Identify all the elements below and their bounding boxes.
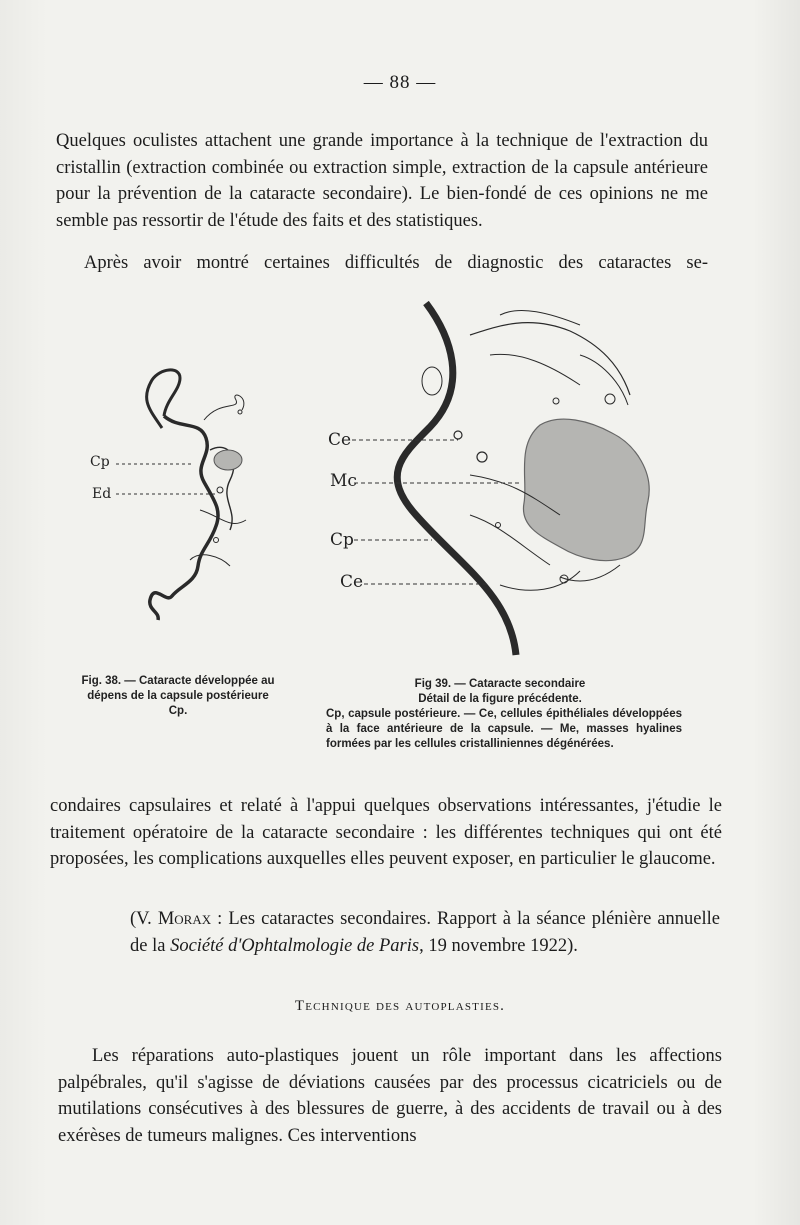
figure-39-caption-title: Fig 39. — Cataracte secondaire Détail de la figure précédente. <box>414 678 586 705</box>
reference-date: , 19 novembre 1922). <box>419 935 578 956</box>
fig39-irregular-mass <box>523 419 649 561</box>
paragraph-autoplasties: Les réparations auto-plastiques jouent un rôle important dans les affections palpébrales, qu'il s'agisse de déviations causées par des processus cicatriciels ou de mutilations consécutives à des blessures de guerre, à des accidents de travail ou à des exérèses de tumeurs malignes. Ces interventions <box>58 1046 722 1146</box>
page-number: — 88 — <box>363 72 437 93</box>
reference-open: (V. <box>130 909 158 929</box>
figure-39-caption-body: Cp, capsule postérieure. — Ce, cellules épithéliales développées à la face antérieure de la capsule. — Me, masses hyalines formées par les cellules cristalliniennes dégénérées. <box>326 708 682 750</box>
paragraph-reference <box>130 906 720 959</box>
fig38-label-ed: Ed <box>92 486 112 502</box>
fig39-label-mc: Mc <box>330 471 357 491</box>
figure-39-drawing <box>320 295 670 660</box>
figure-38-drawing <box>80 360 280 630</box>
reference-author: Morax <box>157 909 212 929</box>
fig39-posterior-capsule <box>397 303 516 655</box>
fig39-label-cp: Cp <box>330 530 354 550</box>
fig39-tissue <box>397 303 649 655</box>
paragraph-treatment: condaires capsulaires et relaté à l'appui quelques observations intéressantes, j'étudie le traitement opératoire de la cataracte secondaire : les différentes techniques qui ont été proposées, les complications auxquelles elles peuvent exposer, en particulier le glaucome. <box>50 796 722 869</box>
fig38-tissue <box>147 370 246 620</box>
paragraph-diagnostic: Après avoir montré certaines difficultés de diagnostic des cataractes se- <box>84 253 708 273</box>
fig39-label-ce-bottom: Ce <box>340 572 364 592</box>
reference-society: Société d'Ophtalmologie de Paris <box>170 935 420 956</box>
fig38-label-cp: Cp <box>90 454 110 470</box>
fig39-label-ce-top: Ce <box>328 430 352 450</box>
figure-38-caption: Fig. 38. — Cataracte développée au dépens de la capsule postérieure Cp. <box>81 675 275 717</box>
section-title: Technique des autoplasties. <box>294 998 506 1014</box>
reference-title: : Les cataractes secondaires. Rapport à la séance plénière annuelle de la <box>130 909 720 956</box>
paragraph-intro: Quelques oculistes attachent une grande importance à la technique de l'extraction du cristallin (extraction combinée ou extraction simple, extraction de la capsule antérieure pour la prévention de la cataracte secondaire). Le bien-fondé de ces opinions ne me semble pas ressortir de l'étude des faits et des statistiques. <box>56 131 708 231</box>
